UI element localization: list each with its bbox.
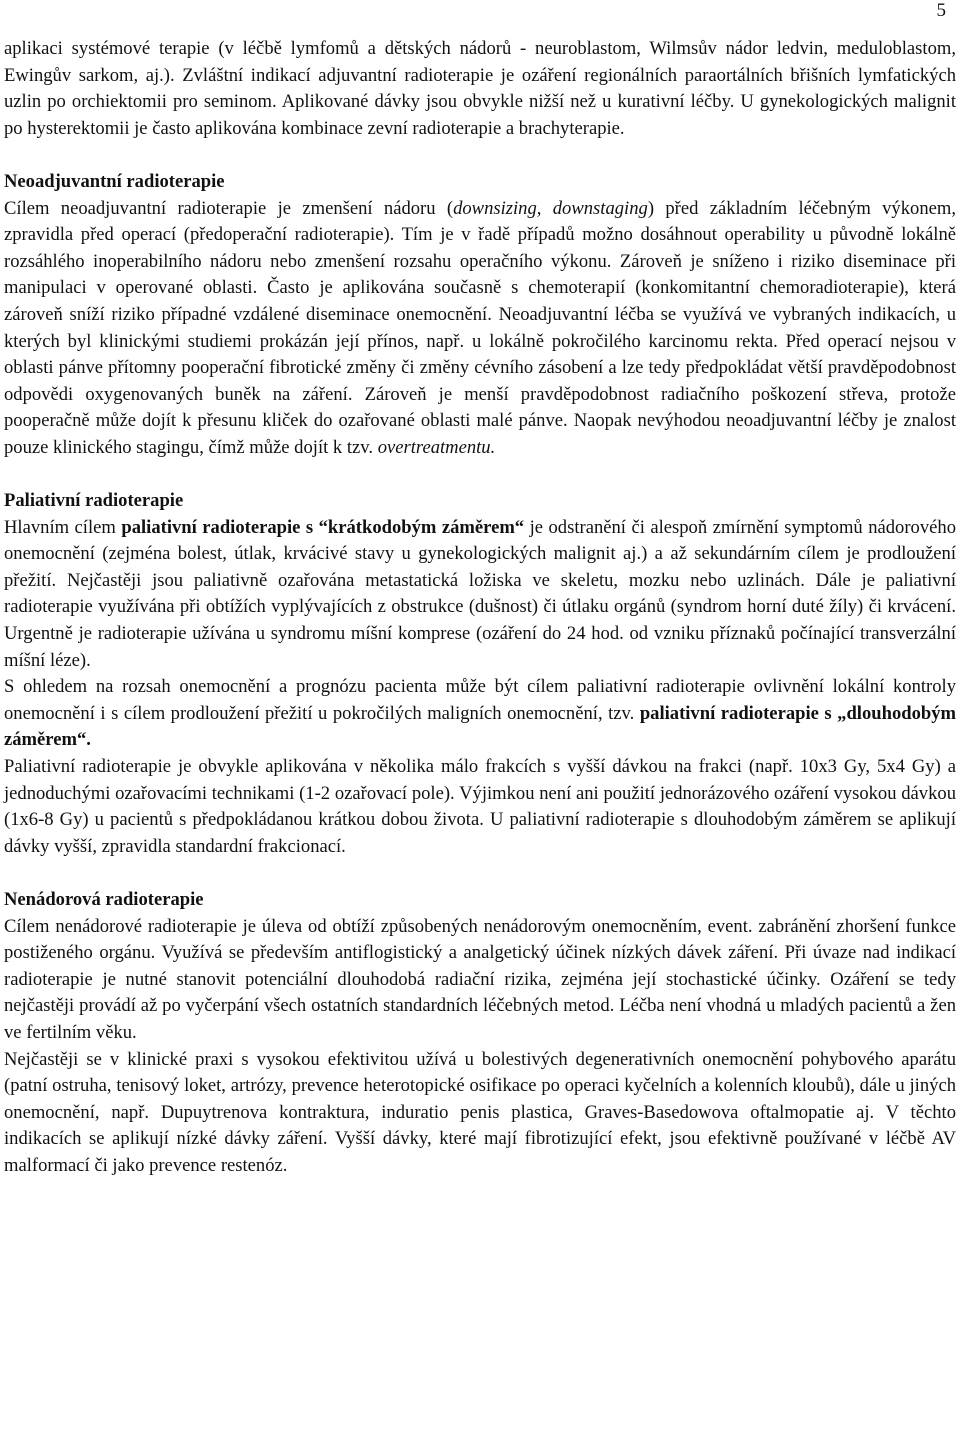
section-heading-nontumor: Nenádorová radioterapie xyxy=(4,889,204,910)
neoadjuvant-text-a: Cílem neoadjuvantní radioterapie je zmenšení nádoru ( xyxy=(4,197,454,219)
palliative-emphasis-long-term: paliativní radioterapie s „dlouhodobým záměrem“. xyxy=(4,702,957,751)
palliative-paragraph-2 xyxy=(4,674,956,754)
palliative-paragraph-1 xyxy=(4,515,956,675)
palliative-p2-text: S ohledem na rozsah onemocnění a prognózu pacienta může být cílem paliativní radioterapie ovlivnění lokální kontroly onemocnění i s cílem prodloužení přežití u pokročilých maligních onemocnění, tzv. xyxy=(4,676,956,724)
neoadjuvant-term: downsizing, downstaging xyxy=(453,197,648,219)
section-gap xyxy=(4,860,956,887)
section-gap xyxy=(4,462,956,489)
palliative-text-b: je odstranění či alespoň zmírnění symptomů nádorového onemocnění (zejména bolest, útlak, krvácivé stavy u gynekologických malignit aj.) a až sekundárním cílem je prodloužení přežití. Nejčastěji jsou paliativně ozařována metastatická ložiska ve skeletu, mozku nebo uzlinách. Dále je paliativní radioterapie využívána při obtížích vyplývajících z obstrukce (dušnost) či útlaku orgánů (syndrom horní duté žíly) či krvácení. Urgentně je radioterapie užívána u syndromu míšní komprese (ozáření do 24 hod. od vzniku příznaků počínající transverzální míšní léze). xyxy=(4,516,956,671)
neoadjuvant-text-b: ) před základním léčebným výkonem, zpravidla před operací (předoperační radioterapie). Tím je v řadě případů možno dosáhnout operability u původně lokálně rozsáhlého inoperabilního nádoru nebo zmenšení rozsahu operačního výkonu. Zároveň je sníženo i riziko diseminace při manipulaci v operované oblasti. Často je aplikována současně s chemoterapií (konkomitantní chemoradioterapie), která zároveň sníží riziko případné vzdálené diseminace onemocnění. Neoadjuvantní léčba se využívá ve vybraných indikacích, u kterých byl klinickými studiemi prokázán její přínos, např. u lokálně pokročilého karcinomu rekta. Před operací nejsou v oblasti pánve přítomny pooperační fibrotické změny či změny cévního zásobení a lze tedy předpokládat větší pravděpodobnost odpovědi oxygenovaných buněk na záření. Zároveň je menší pravděpodobnost radiačního poškození střeva, protože pooperačně může dojít k přesunu kliček do ozařované oblasti malé pánve. Naopak nevýhodou neoadjuvantní léčby je znalost pouze klinického stagingu, čímž může dojít k tzv. xyxy=(4,197,956,458)
section-heading-palliative: Paliativní radioterapie xyxy=(4,490,184,512)
neoadjuvant-paragraph xyxy=(4,196,956,462)
intro-text: aplikaci systémové terapie (v léčbě lymfomů a dětských nádorů - neuroblastom, Wilmsův nádor ledvin, meduloblastom, Ewingův sarkom, aj.). Zvláštní indikací adjuvantní radioterapie je ozáření regionálních paraortálních břišních lymfatických uzlin po orchiektomii pro seminom. Aplikované dávky jsou obvykle nižší než u kurativní léčby. U gynekologických malignit po hysterektomii je často aplikována kombinace zevní radioterapie a brachyterapie. xyxy=(4,38,956,139)
section-heading-neoadjuvant: Neoadjuvantní radioterapie xyxy=(4,170,225,192)
document-body xyxy=(4,36,956,1180)
nontumor-paragraph-1: Cílem nenádorové radioterapie je úleva od obtíží způsobených nenádorovým onemocněním, event. zabránění zhoršení funkce postiženého orgánu. Využívá se především antiflogistický a analgetický účinek nízkých dávek záření. Při úvaze nad indikací radioterapie je nutné stanovit potenciální dlouhodobá radiační rizika, zejména její stochastické účinky. Ozáření se tedy nejčastěji provádí až po vyčerpání všech ostatních standardních léčebných metod. Léčba není vhodná u mladých pacientů a žen ve fertilním věku. xyxy=(4,915,956,1043)
section-gap xyxy=(4,142,956,169)
palliative-paragraph-3: Paliativní radioterapie je obvykle aplikována v několika málo frakcích s vyšší dávkou na frakci (např. 10x3 Gy, 5x4 Gy) a jednoduchými ozařovacími technikami (1-2 ozařovací pole). Výjimkou není ani použití jednorázového ozáření vysokou dávkou (1x6-8 Gy) u pacientů s předpokládanou krátkou dobou života. U paliativní radioterapie s dlouhodobým záměrem se aplikují dávky vyšší, zpravidla standardní frakcionací. xyxy=(4,756,956,857)
neoadjuvant-term-overtreatment: overtreatmentu. xyxy=(377,436,496,458)
nontumor-paragraph-2: Nejčastěji se v klinické praxi s vysokou efektivitou užívá u bolestivých degenerativních onemocnění pohybového aparátu (patní ostruha, tenisový loket, artrózy, prevence heterotopické osifikace po operaci kyčelních a kolenních kloubů), dále u jiných onemocnění, např. Dupuytrenova kontraktura, induratio penis plastica, Graves-Basedowova oftalmopatie aj. V těchto indikacích se aplikují nízké dávky záření. Vyšší dávky, které mají fibrotizující efekt, jsou efektivně používané v léčbě AV malformací či jako prevence restenóz. xyxy=(4,1048,956,1176)
page-number: 5 xyxy=(936,0,946,21)
palliative-text-a: Hlavním cílem xyxy=(4,516,122,538)
intro-paragraph xyxy=(4,36,956,142)
palliative-emphasis-short-term: paliativní radioterapie s “krátkodobým záměrem“ xyxy=(121,516,525,538)
